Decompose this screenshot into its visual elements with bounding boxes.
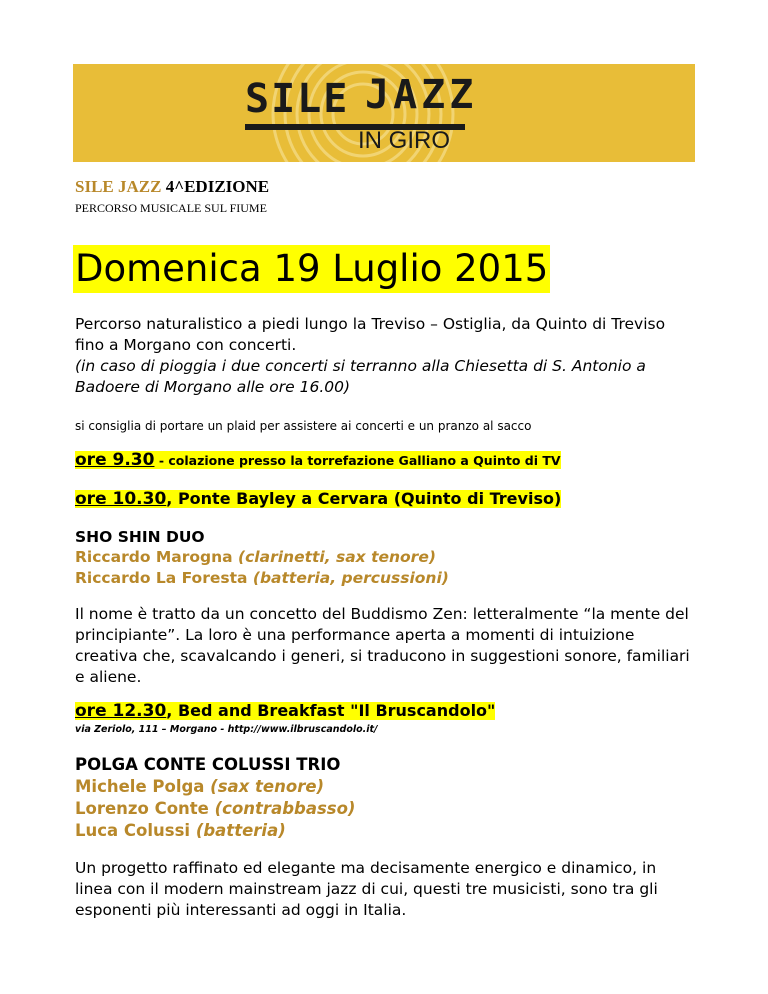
event-2-time: ore 10.30 — [75, 489, 167, 509]
intro-text: Percorso naturalistico a piedi lungo la Treviso – Ostiglia, da Quinto di Treviso fino a Morgano con concerti. — [75, 315, 666, 354]
group-1-description: Il nome è tratto da un concetto del Buddismo Zen: letteralmente “la mente del principiante”. La loro è una performance aperta a momenti di intuizione creativa che, scavalcando i generi, si traducono in suggestioni sonore, familiari e aliene. — [75, 605, 690, 686]
title-rest: 4^EDIZIONE — [161, 177, 270, 196]
member-role: (sax tenore) — [204, 777, 325, 796]
member-role: (batteria) — [190, 821, 286, 840]
group-2-member-2 — [75, 798, 695, 819]
event-1-time: ore 9.30 — [75, 450, 155, 470]
logo-jazz: JAZZ — [365, 72, 478, 118]
event-2 — [75, 488, 695, 510]
event-3 — [75, 700, 695, 722]
member-name: Michele Polga — [75, 777, 205, 796]
event-3-address: via Zeriolo, 111 – Morgano - http://www.ilbruscandolo.it/ — [75, 724, 378, 735]
rain-note: (in caso di pioggia i due concerti si terranno alla Chiesetta di S. Antonio a Badoere di Morgano alle ore 16.00) — [75, 357, 646, 396]
group-1-member-2 — [75, 568, 695, 589]
group-1-member-1 — [75, 547, 695, 568]
group-2-name: POLGA CONTE COLUSSI TRIO — [75, 755, 341, 774]
event-3-desc: , Bed and Breakfast "Il Bruscandolo" — [166, 701, 496, 720]
group-1-name: SHO SHIN DUO — [75, 528, 205, 546]
title-gold: SILE JAZZ — [75, 177, 162, 196]
member-name: Riccardo La Foresta — [75, 569, 248, 587]
member-name: Riccardo Marogna — [75, 548, 233, 566]
member-role: (batteria, percussioni) — [247, 569, 449, 587]
banner — [73, 64, 695, 162]
logo-in-giro: IN GIRO — [358, 127, 451, 154]
logo-sile: SILE — [245, 76, 350, 122]
event-3-time: ore 12.30 — [75, 701, 167, 721]
member-role: (clarinetti, sax tenore) — [232, 548, 436, 566]
group-2-description: Un progetto raffinato ed elegante ma decisamente energico e dinamico, in linea con il modern mainstream jazz di cui, questi tre musicisti, sono tra gli esponenti più interessanti ad oggi in Italia. — [75, 859, 658, 919]
advice-text: si consiglia di portare un plaid per assistere ai concerti e un pranzo al sacco — [75, 419, 532, 433]
member-name: Luca Colussi — [75, 821, 191, 840]
event-date: Domenica 19 Luglio 2015 — [73, 245, 550, 293]
event-1 — [75, 450, 695, 471]
group-2-member-1 — [75, 776, 695, 797]
group-2-member-3 — [75, 820, 695, 841]
member-name: Lorenzo Conte — [75, 799, 209, 818]
edition-subtitle: PERCORSO MUSICALE SUL FIUME — [75, 201, 267, 215]
event-2-desc: , Ponte Bayley a Cervara (Quinto di Treviso) — [166, 489, 562, 508]
member-role: (contrabbasso) — [208, 799, 356, 818]
event-1-desc: - colazione presso la torrefazione Galliano a Quinto di TV — [154, 453, 561, 468]
edition-title — [75, 177, 269, 197]
